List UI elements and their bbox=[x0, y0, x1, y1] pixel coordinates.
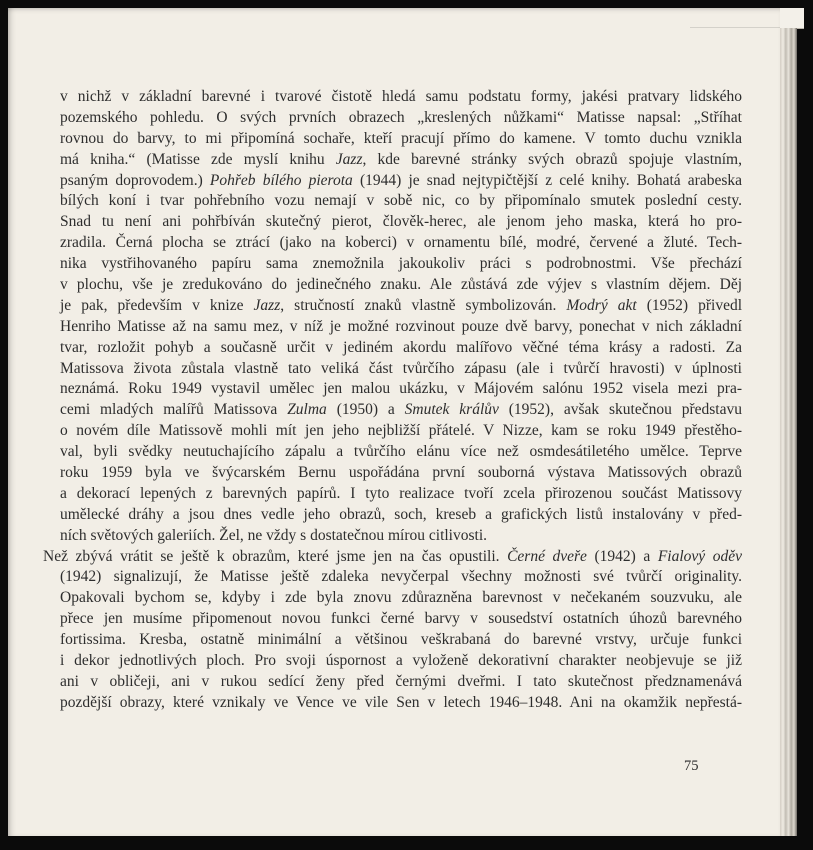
paragraph bbox=[60, 87, 742, 547]
italic-title: Černé dveře bbox=[507, 547, 587, 565]
text-run: ani v obličeji, ani v rukou sedící ženy před černými dveřmi. I tato skutečnost předznamenává bbox=[60, 672, 742, 690]
text-line bbox=[43, 547, 742, 568]
text-line bbox=[60, 359, 742, 380]
text-run: přece jen musíme připomenout novou funkci černé barvy v sousedství ostatních úhozů barevného bbox=[60, 610, 742, 628]
paragraph bbox=[43, 547, 742, 714]
text-run: bílých koní i tvar pohřebního vozu nemají v sobě nic, co by připomínalo smutek poslední cesty. bbox=[60, 192, 742, 210]
text-run: (1942) a bbox=[586, 547, 658, 565]
text-line bbox=[60, 379, 742, 400]
text-line bbox=[60, 630, 742, 651]
text-run: Matissova života zůstala vlastně tato veliká část tvůrčího zápasu (ale i tvůrčí hravosti) v úplnosti bbox=[60, 359, 742, 377]
text-line bbox=[60, 296, 742, 317]
text-line bbox=[60, 150, 742, 171]
text-run: (1942) signalizují, že Matisse ještě zdaleka nevyčerpal všechny možnosti své tvůrčí originality. bbox=[60, 568, 742, 586]
text-line bbox=[60, 421, 742, 442]
text-run: nika vystřihovaného papíru sama znemožnila jakoukoliv práci s podrobnostmi. Vše přechází bbox=[60, 255, 742, 273]
text-run: ních světových galeriích. Žel, ne vždy s dostatečnou mírou citlivosti. bbox=[60, 526, 488, 544]
text-run: v nichž v základní barevné i tvarové čistotě hledá samu podstatu formy, jakési pratvary lidského bbox=[60, 88, 742, 105]
text-line bbox=[60, 129, 742, 150]
text-line bbox=[60, 609, 742, 630]
text-line bbox=[60, 400, 742, 421]
text-line bbox=[60, 505, 742, 526]
text-run: , kde barevné stránky svých obrazů spojuje vlastním, bbox=[362, 150, 742, 168]
text-run: v plochu, vše je zredukováno do jedinečného znaku. Ale zůstává zde výjev s vlastním dějem. Děj bbox=[60, 276, 742, 294]
text-run: , stručností znaků vlastně symbolizován. bbox=[280, 296, 567, 314]
text-line bbox=[60, 275, 742, 296]
text-run: neznámá. Roku 1949 vystavil umělec jen malou ukázku, v Májovém salónu 1952 visela mezi pra- bbox=[60, 380, 742, 398]
italic-title: Smutek králův bbox=[404, 401, 499, 419]
page-curl-shadow bbox=[690, 27, 780, 28]
italic-title: Zulma bbox=[287, 401, 327, 419]
text-run: (1952), avšak skutečnou představu bbox=[498, 401, 742, 419]
text-line bbox=[60, 338, 742, 359]
text-run: i dekor jednotlivých ploch. Pro svoji úspornost a vyloženě dekorativní charakter neobjevuje se již bbox=[60, 652, 742, 670]
italic-title: Pohřeb bílého pierota bbox=[209, 171, 353, 189]
text-run: Než zbývá vrátit se ještě k obrazům, které jsme jen na čas opustili. bbox=[43, 547, 508, 565]
page-stack-corner bbox=[780, 8, 804, 29]
text-run: pozemského pohledu. O svých prvních obrazech „kreslených nůžkami“ Matisse napsal: „Stříhat bbox=[60, 108, 742, 126]
italic-title: Fialový oděv bbox=[657, 547, 742, 565]
text-line bbox=[60, 651, 742, 672]
text-run: roku 1959 byla ve švýcarském Bernu uspořádána první souborná výstava Matissových obrazů bbox=[60, 464, 742, 482]
italic-title: Jazz bbox=[335, 150, 363, 168]
text-line bbox=[60, 317, 742, 338]
text-run: umělecké dráhy a jsou dnes vedle jeho obrazů, soch, kreseb a grafických listů instalovány v před- bbox=[60, 505, 742, 523]
page-number: 75 bbox=[684, 758, 699, 774]
text-run: pozdější obrazy, které vznikaly ve Vence ve vile Sen v letech 1946–1948. Ani na okamžik nepřestá- bbox=[60, 693, 742, 711]
text-line bbox=[60, 108, 742, 129]
text-run: a dekorací lepených z barevných papírů. I tyto realizace tvoří zcela přirozenou součást Matissovy bbox=[60, 484, 742, 502]
text-line bbox=[60, 463, 742, 484]
text-line bbox=[60, 254, 742, 275]
text-run: Opakovali bychom se, kdyby i zde byla znovu zdůrazněna barevnost v nečekaném souzvuku, ale bbox=[60, 589, 742, 607]
text-line bbox=[60, 567, 742, 588]
page-stack-edge bbox=[780, 28, 797, 836]
text-line bbox=[60, 442, 742, 463]
text-run: val, byli svědky neutuchajícího zápalu a tvůrčího elánu více než osmdesátiletého umělce. Teprve bbox=[60, 443, 742, 461]
text-run: Snad tu není ani pohřbíván skutečný pierot, člověk-herec, ale jenom jeho maska, která ho pro- bbox=[60, 213, 742, 231]
text-body bbox=[43, 87, 743, 714]
text-run: psaným doprovodem.) bbox=[60, 171, 210, 189]
text-line bbox=[60, 588, 742, 609]
text-run: tvar, rozložit pohyb a současně určit v jediném akordu malířovo věčné téma krásy a radosti. Za bbox=[60, 338, 742, 356]
text-run: zradila. Černá plocha se ztrácí (jako na koberci) v ornamentu bílé, modré, červené a žluté. Tech- bbox=[60, 234, 742, 252]
text-run: cemi mladých malířů Matissova bbox=[60, 401, 288, 419]
text-line bbox=[60, 672, 742, 693]
text-run: má kniha.“ (Matisse zde myslí knihu bbox=[60, 150, 336, 168]
text-line bbox=[60, 233, 742, 254]
text-run: (1944) je snad nejtypičtější z celé knihy. Bohatá arabeska bbox=[352, 171, 743, 189]
text-line bbox=[60, 212, 742, 233]
text-line bbox=[60, 693, 742, 714]
italic-title: Jazz bbox=[253, 296, 281, 314]
text-run: Henriho Matisse až na samu mez, v níž je možné rozvinout pouze dvě barvy, ponechat v nich základní bbox=[60, 317, 742, 335]
text-line bbox=[60, 191, 742, 212]
text-line bbox=[60, 87, 742, 108]
text-run: (1952) přivedl bbox=[636, 296, 743, 314]
text-run: (1950) a bbox=[326, 401, 405, 419]
text-line bbox=[60, 484, 742, 505]
text-run: o novém díle Matissově mohli mít jen jeho nejbližší přátelé. V Nizze, kam se roku 1949 přestěho- bbox=[60, 422, 742, 440]
text-line bbox=[60, 526, 742, 547]
text-run: rovnou do barvy, to mi připomíná sochaře, kteří pracují přímo do kamene. V tomto duchu vznikla bbox=[60, 129, 742, 147]
text-line bbox=[60, 171, 742, 192]
text-run: fortissima. Kresba, ostatně minimální a většinou veškrabaná do barevné vrstvy, určuje funkci bbox=[60, 631, 742, 649]
italic-title: Modrý akt bbox=[566, 296, 637, 314]
text-run: je pak, především v knize bbox=[60, 296, 254, 314]
